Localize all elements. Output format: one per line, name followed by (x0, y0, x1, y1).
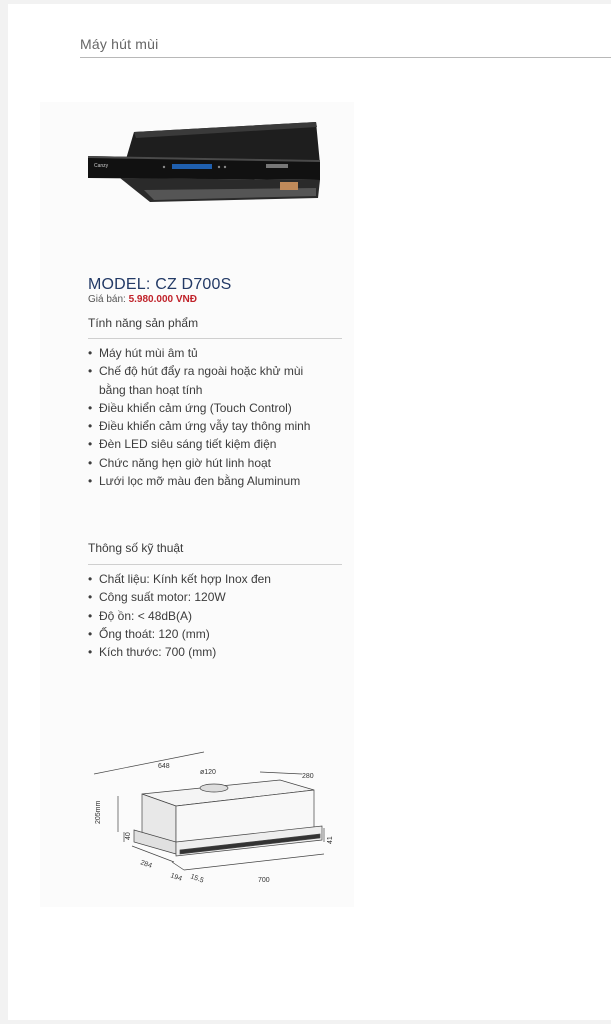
specs-title: Thông số kỹ thuật (88, 541, 184, 555)
range-hood-image (84, 120, 334, 220)
list-item: • Đèn LED siêu sáng tiết kiệm điện (88, 435, 348, 453)
dim-label-205: 205mm (95, 800, 102, 824)
features-divider (88, 338, 342, 339)
touch-button-icon (163, 166, 165, 168)
dim-line-280 (260, 772, 302, 774)
list-item: • Kích thước: 700 (mm) (88, 643, 348, 661)
list-item-continuation: bằng than hoạt tính (99, 382, 203, 397)
dim-label-194: 194 (169, 872, 183, 883)
list-item: • Điều khiển cảm ứng (Touch Control) (88, 399, 348, 417)
header-divider (80, 57, 611, 58)
hood-control-display (172, 164, 212, 169)
dim-line-648 (94, 752, 204, 774)
price-row (88, 294, 197, 305)
list-item: • Điều khiển cảm ứng vẫy tay thông minh (88, 417, 348, 435)
specs-divider (88, 564, 342, 565)
list-item: • Chế độ hút đẩy ra ngoài hoặc khử mùi (88, 362, 348, 380)
list-item: • Máy hút mùi âm tủ (88, 344, 348, 362)
list-item: • Lưới lọc mỡ màu đen bằng Aluminum (88, 472, 348, 490)
dim-line-194 (172, 862, 184, 870)
dim-label-648: 648 (158, 763, 170, 770)
page-title: Máy hút mùi (80, 36, 159, 52)
list-item: • Chức năng hẹn giờ hút linh hoạt (88, 454, 348, 472)
dimension-drawing (84, 750, 354, 900)
list-item (88, 381, 348, 399)
dim-label-40: 40 (125, 832, 132, 840)
price-label: Giá bán: (88, 294, 126, 305)
dim-label-284: 284 (139, 859, 153, 870)
touch-button-icon (218, 166, 220, 168)
list-item: • Công suất motor: 120W (88, 588, 348, 606)
dim-label-700: 700 (258, 877, 270, 884)
brand-logo: Canzy (94, 163, 109, 169)
hood-badge (266, 164, 288, 168)
touch-button-icon (224, 166, 226, 168)
hood-led-light (280, 182, 298, 190)
dim-label-pipe: ø120 (200, 769, 216, 776)
exhaust-pipe (200, 784, 228, 792)
list-item: • Độ ồn: < 48dB(A) (88, 607, 348, 625)
list-item: • Ống thoát: 120 (mm) (88, 625, 348, 643)
dim-line-700 (184, 854, 324, 870)
features-list (88, 344, 348, 490)
dim-label-41: 41 (327, 836, 334, 844)
dim-label-15-5: 15.5 (189, 873, 205, 885)
specs-list (88, 570, 348, 661)
list-item: • Chất liệu: Kính kết hợp Inox đen (88, 570, 348, 588)
dim-label-280: 280 (302, 773, 314, 780)
features-title: Tính năng sản phẩm (88, 316, 199, 330)
price-value: 5.980.000 VNĐ (128, 294, 197, 305)
product-model: MODEL: CZ D700S (88, 276, 232, 293)
